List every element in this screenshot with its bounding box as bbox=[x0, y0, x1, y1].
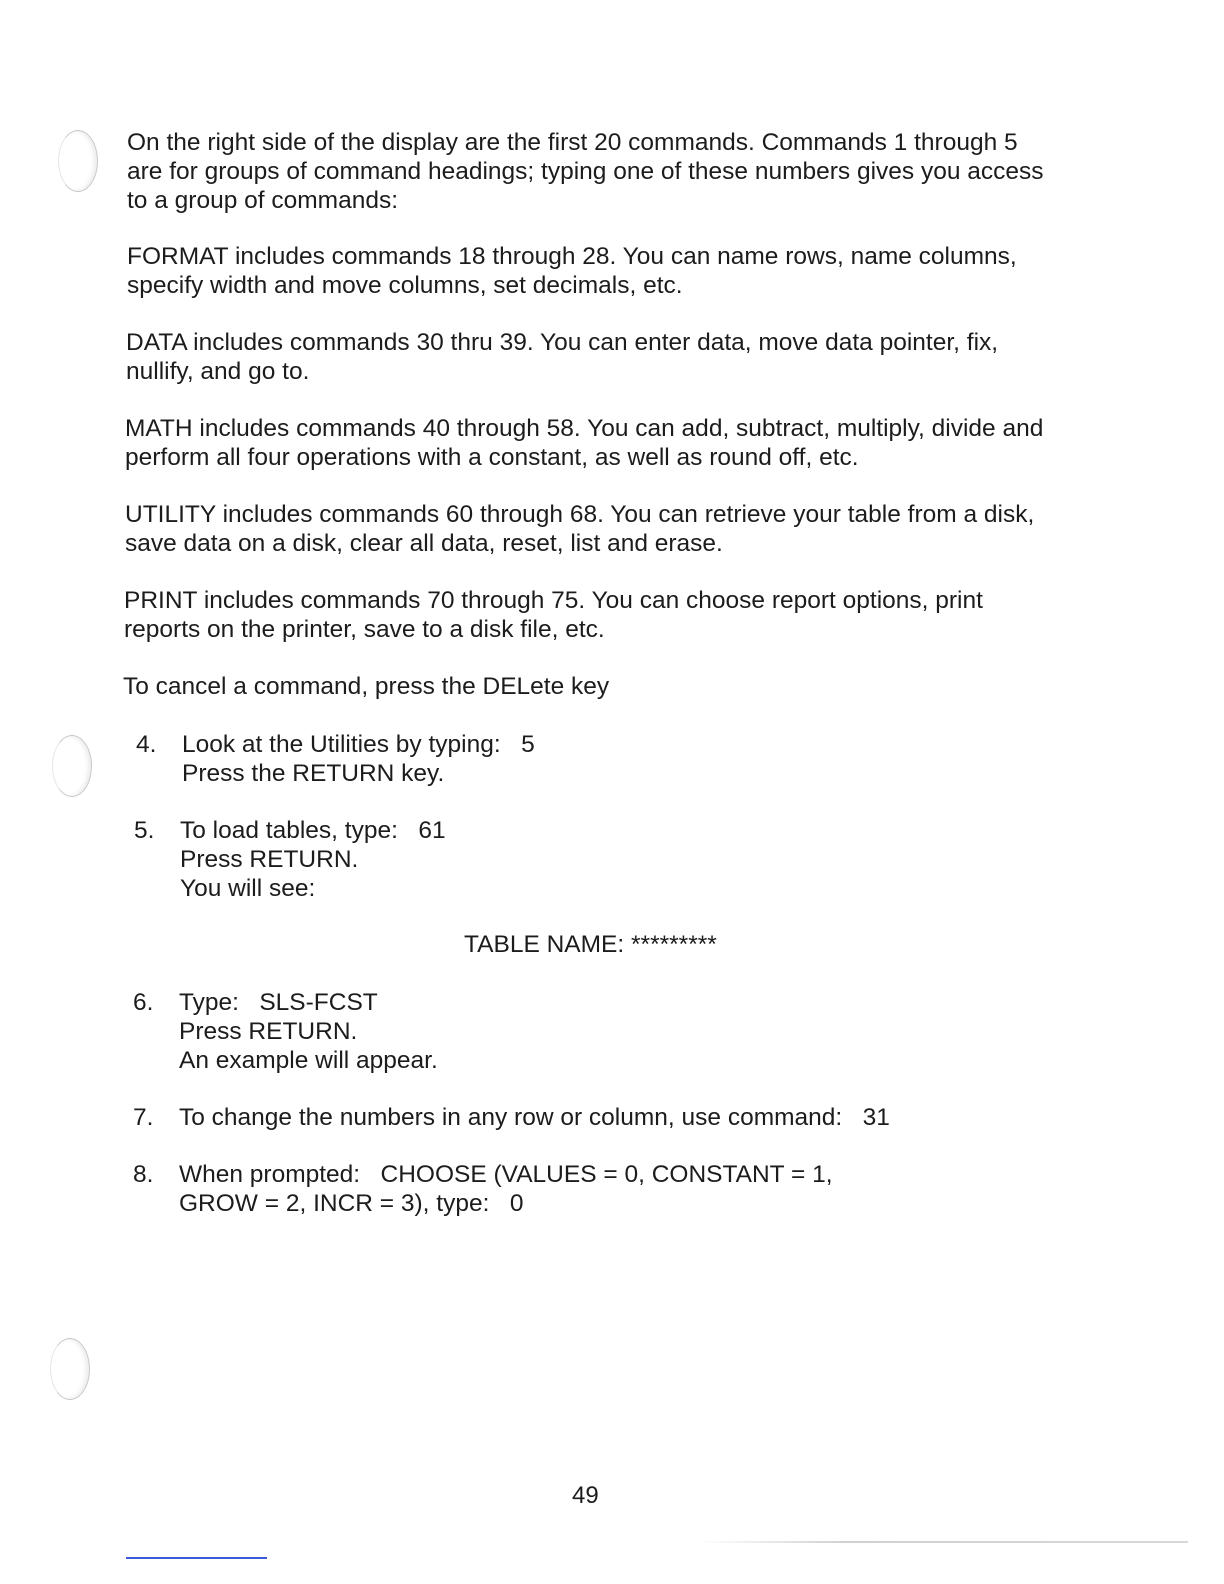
intro-paragraph: On the right side of the display are the first 20 commands. Commands 1 through 5 are for groups of command headings; typing one of these numbers gives you access to a group of commands: bbox=[127, 129, 1044, 214]
step-line: Press RETURN. bbox=[180, 846, 359, 873]
utility-paragraph: UTILITY includes commands 60 through 68. You can retrieve your table from a disk, save data on a disk, clear all data, reset, list and erase. bbox=[125, 501, 1035, 557]
step-body bbox=[179, 988, 1039, 1075]
binder-hole bbox=[50, 1338, 90, 1400]
step-line: When prompted: CHOOSE (VALUES = 0, CONSTANT = 1, bbox=[179, 1161, 833, 1188]
step-line: To load tables, type: 61 bbox=[180, 817, 446, 844]
step-line: Press RETURN. bbox=[179, 1018, 358, 1045]
step-line: You will see: bbox=[180, 875, 316, 902]
binder-hole bbox=[52, 735, 92, 797]
binder-hole bbox=[58, 130, 98, 192]
step-line: GROW = 2, INCR = 3), type: 0 bbox=[179, 1190, 524, 1217]
page-number: 49 bbox=[572, 1482, 599, 1509]
step-body bbox=[182, 730, 1042, 788]
blue-underline-divider bbox=[126, 1557, 267, 1559]
step-body bbox=[179, 1160, 1039, 1218]
format-paragraph: FORMAT includes commands 18 through 28. You can name rows, name columns, specify width and move columns, set decimals, etc. bbox=[127, 243, 1017, 299]
step-number: 8. bbox=[133, 1161, 154, 1188]
step-line: Type: SLS-FCST bbox=[179, 989, 378, 1016]
step-number: 7. bbox=[133, 1104, 154, 1131]
step-number: 6. bbox=[133, 989, 154, 1016]
step-number: 5. bbox=[134, 817, 155, 844]
step-body bbox=[180, 816, 1040, 903]
step-line: To change the numbers in any row or column, use command: 31 bbox=[179, 1104, 890, 1131]
math-paragraph: MATH includes commands 40 through 58. You can add, subtract, multiply, divide and perform all four operations with a constant, as well as round off, etc. bbox=[125, 415, 1044, 471]
data-paragraph: DATA includes commands 30 thru 39. You can enter data, move data pointer, fix, nullify, and go to. bbox=[126, 329, 999, 385]
step-line: Press the RETURN key. bbox=[182, 760, 445, 787]
step-number: 4. bbox=[136, 731, 157, 758]
step-line: An example will appear. bbox=[179, 1047, 438, 1074]
step-line: Look at the Utilities by typing: 5 bbox=[182, 731, 535, 758]
step-body bbox=[179, 1103, 1039, 1132]
table-name-prompt: TABLE NAME: ********* bbox=[464, 931, 717, 958]
bottom-rule-divider bbox=[700, 1541, 1188, 1543]
print-paragraph: PRINT includes commands 70 through 75. You can choose report options, print reports on the printer, save to a disk file, etc. bbox=[124, 587, 983, 643]
cancel-instruction: To cancel a command, press the DELete key bbox=[123, 673, 610, 700]
